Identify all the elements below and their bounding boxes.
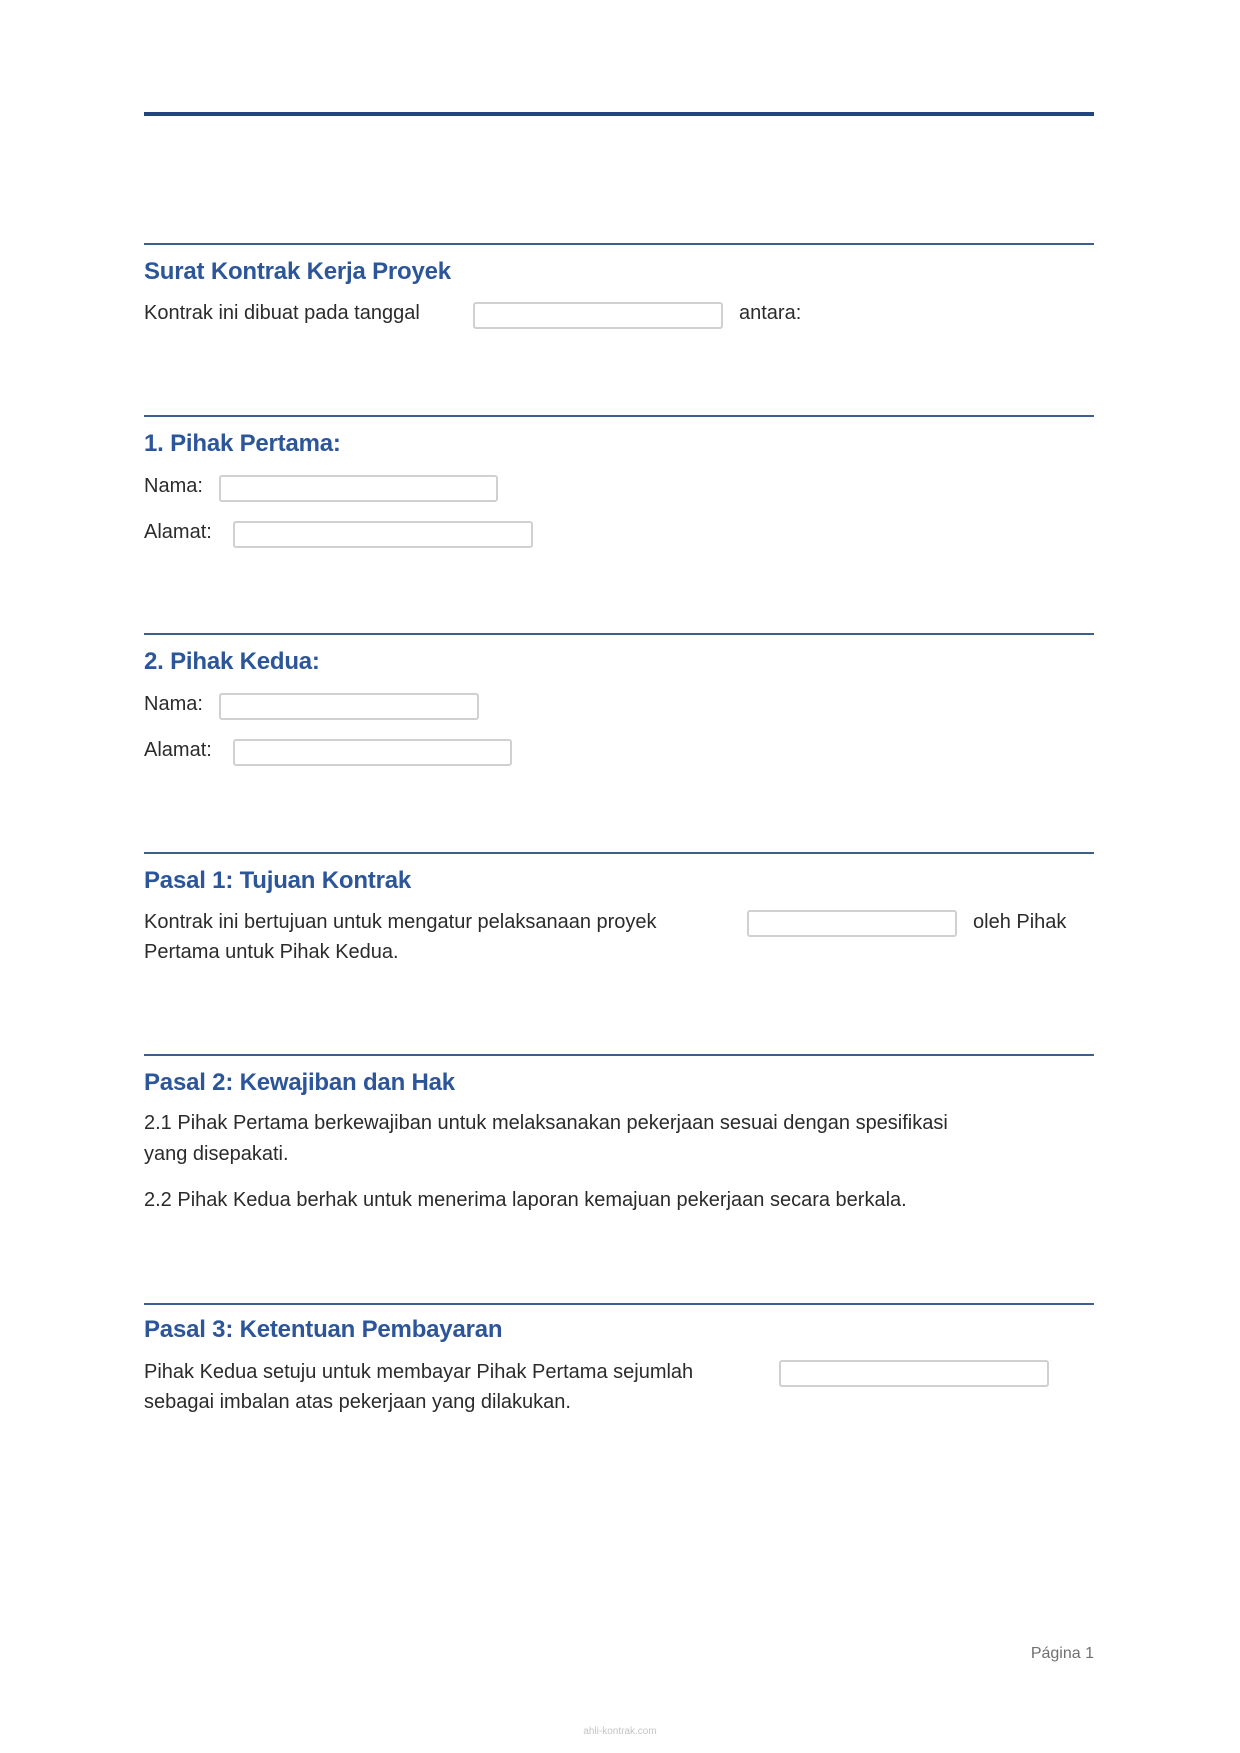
pasal3-text: Pihak Kedua setuju untuk membayar Pihak Pertama sejumlah [144,1361,694,1383]
pasal2-clause-1: 2.1 Pihak Pertama berkewajiban untuk melaksanakan pekerjaan sesuai dengan spesifikasi [144,1112,948,1134]
section-divider [144,415,1094,417]
header-rule [144,112,1094,116]
pasal3-text-line2: sebagai imbalan atas pekerjaan yang dilakukan. [144,1391,571,1413]
intro-text: Kontrak ini dibuat pada tanggal [144,302,420,324]
document-title: Surat Kontrak Kerja Proyek [144,258,451,285]
pihak-kedua-alamat-label: Alamat: [144,739,212,761]
section-divider [144,1303,1094,1305]
section-divider [144,852,1094,854]
pihak-pertama-nama-label: Nama: [144,475,203,497]
pihak-kedua-heading: 2. Pihak Kedua: [144,648,320,675]
pihak-pertama-alamat-label: Alamat: [144,521,212,543]
amount-field[interactable] [779,1360,1049,1387]
pasal2-clause-1-line2: yang disepakati. [144,1143,289,1165]
pihak-kedua-alamat-field[interactable] [233,739,512,766]
pasal2-clause-2: 2.2 Pihak Kedua berhak untuk menerima laporan kemajuan pekerjaan secara berkala. [144,1189,907,1211]
pihak-pertama-heading: 1. Pihak Pertama: [144,430,341,457]
site-watermark: ahli-kontrak.com [583,1726,657,1737]
section-divider [144,243,1094,245]
pasal1-text-after: oleh Pihak [973,911,1067,933]
pasal1-text-line2: Pertama untuk Pihak Kedua. [144,941,399,963]
pihak-pertama-nama-field[interactable] [219,475,498,502]
pasal3-heading: Pasal 3: Ketentuan Pembayaran [144,1316,503,1343]
pihak-pertama-alamat-field[interactable] [233,521,533,548]
pihak-kedua-nama-label: Nama: [144,693,203,715]
intro-text-after: antara: [739,302,802,324]
pasal2-heading: Pasal 2: Kewajiban dan Hak [144,1069,455,1096]
date-field[interactable] [473,302,723,329]
page-number: Página 1 [1030,1645,1094,1662]
pasal1-text: Kontrak ini bertujuan untuk mengatur pelaksanaan proyek [144,911,657,933]
section-divider [144,1054,1094,1056]
project-field[interactable] [747,910,957,937]
pasal1-heading: Pasal 1: Tujuan Kontrak [144,867,412,894]
pihak-kedua-nama-field[interactable] [219,693,479,720]
section-divider [144,633,1094,635]
